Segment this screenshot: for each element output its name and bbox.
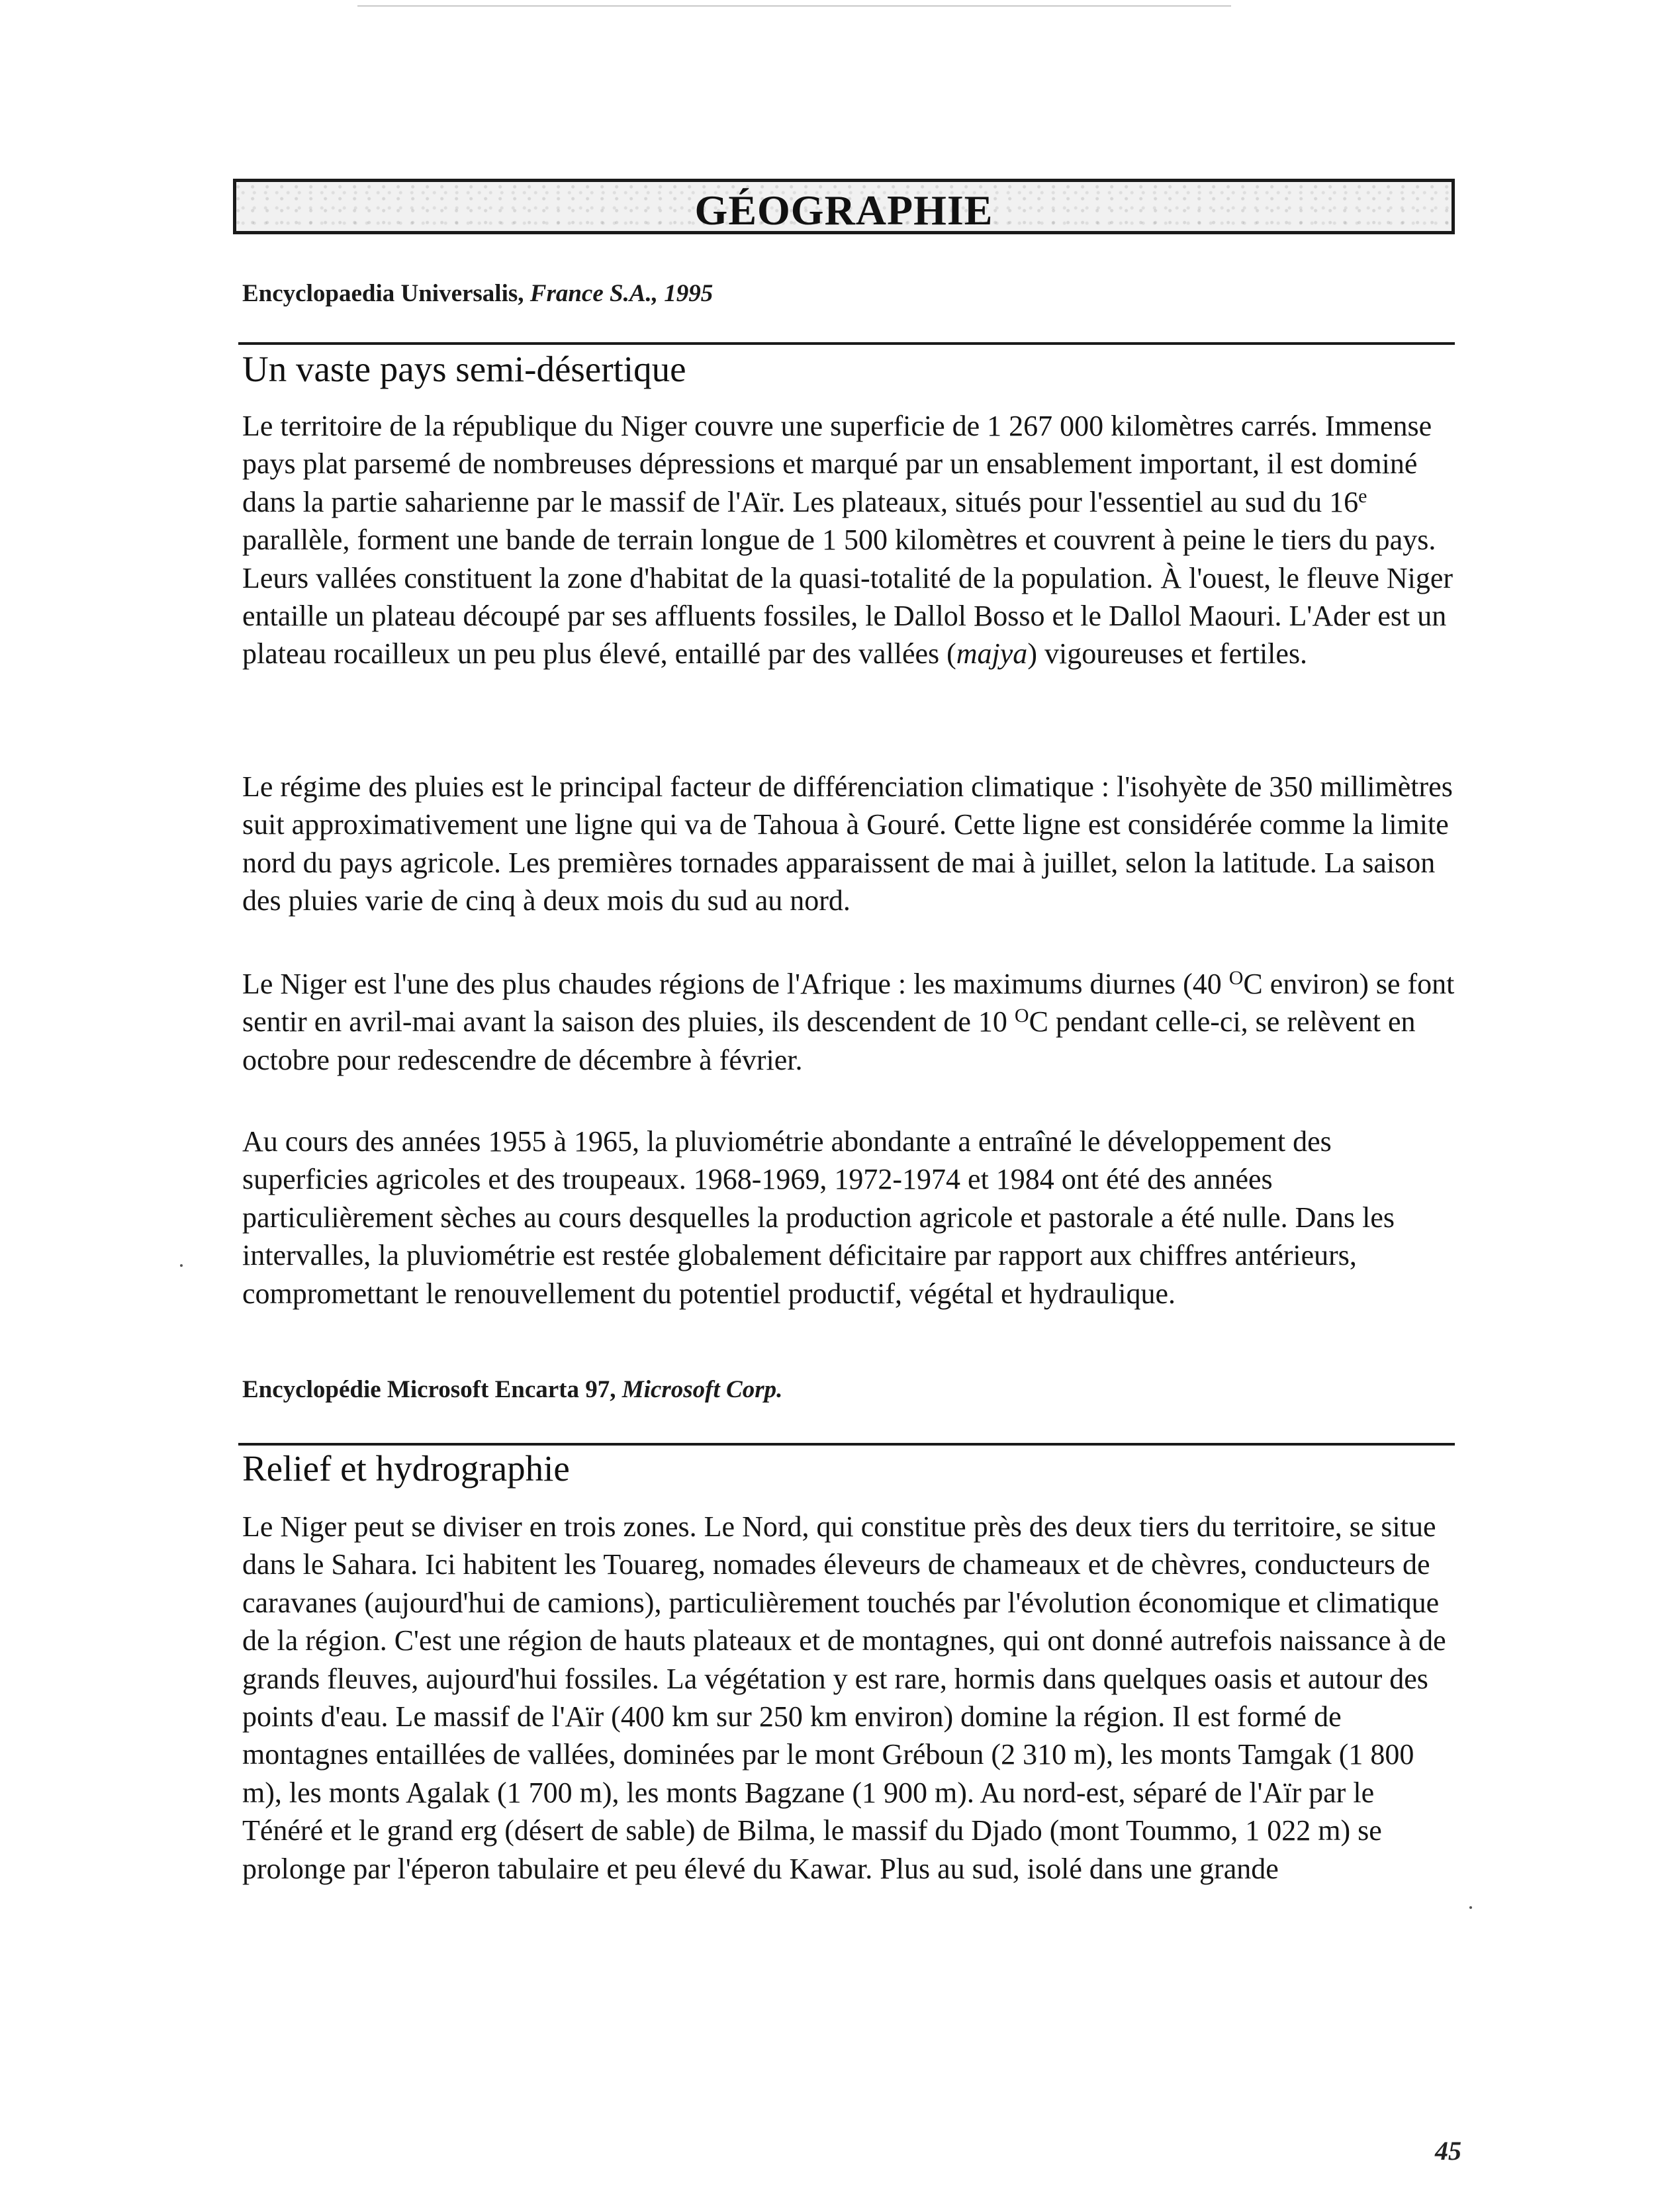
paragraph-text: Le territoire de la république du Niger couvre une superficie de 1 267 000 kilomètres carrés. Immense pays plat parsemé de nombreuses dépressions et marqué par un ensablement important, il est dominé dans la partie saharienne par le massif de l'Aïr. Les plateaux, situés pour l'essentiel au sud du 16	[242, 410, 1432, 518]
paragraph-text: parallèle, forment une bande de terrain longue de 1 500 kilomètres et couvrent à peine le tiers du pays. Leurs vallées constituent la zone d'habitat de la quasi-totalité de la population. À l'ouest, le fleuve Niger entaille un plateau découpé par ses affluents fossiles, le Dallol Bosso et le Dallol Maouri. L'Ader est un plateau rocailleux un peu plus élevé, entaillé par des vallées (	[242, 524, 1453, 670]
paragraph-text: Le Niger est l'une des plus chaudes régions de l'Afrique : les maximums diurnes (40	[242, 968, 1229, 1000]
page-number: 45	[1435, 2136, 1461, 2166]
source-name: Encyclopédie Microsoft Encarta 97,	[242, 1376, 622, 1403]
source-publisher: France S.A., 1995	[530, 280, 714, 307]
paragraph-territory	[242, 407, 1460, 673]
italic-term: majya	[956, 637, 1028, 670]
paragraph-pluviometry: Au cours des années 1955 à 1965, la pluviométrie abondante a entraîné le développement des superficies agricoles et des troupeaux. 1968-1969, 1972-1974 et 1984 ont été des années particulièrement sèches au cours desquelles la production agricole et pastorale a été nulle. Dans les intervalles, la pluviométrie est restée globalement déficitaire par rapport aux chiffres antérieurs, compromettant le renouvellement du potentiel productif, végétal et hydraulique.	[242, 1125, 1395, 1310]
paragraph-text: environ) se font sentir en avril-mai avant la saison des pluies, ils descendent de 10	[242, 968, 1455, 1038]
section-divider	[238, 1443, 1455, 1446]
paragraph-text: pendant celle-ci, se relèvent en octobre pour redescendre de décembre à février.	[242, 1005, 1416, 1076]
unit-text: C	[1243, 968, 1263, 1000]
unit-text: C	[1029, 1005, 1048, 1038]
section-divider	[238, 342, 1455, 345]
source-name: Encyclopaedia Universalis,	[242, 280, 530, 307]
section-heading-relief: Relief et hydrographie	[242, 1448, 570, 1489]
chapter-title-banner	[233, 179, 1455, 234]
scan-speck	[1469, 1906, 1472, 1909]
superscript: e	[1358, 484, 1367, 507]
scan-speck	[180, 1264, 183, 1267]
source-publisher: Microsoft Corp.	[622, 1376, 783, 1403]
scan-edge-rule	[357, 5, 1231, 7]
paragraph-relief-zones: Le Niger peut se diviser en trois zones. Le Nord, qui constitue près des deux tiers du territoire, se situe dans le Sahara. Ici habitent les Touareg, nomades éleveurs de chameaux et de chèvres, conducteurs de caravanes (aujourd'hui de camions), particulièrement touchés par l'évolution économique et climatique de la région. C'est une région de hauts plateaux et de montagnes, qui ont donné autrefois naissance à de grands fleuves, aujourd'hui fossiles. La végétation y est rare, hormis dans quelques oasis et autour des points d'eau. Le massif de l'Aïr (400 km sur 250 km environ) domine la région. Il est formé de montagnes entaillées de vallées, dominées par le mont Gréboun (2 310 m), les monts Tamgak (1 800 m), les monts Agalak (1 700 m), les monts Bagzane (1 900 m). Au nord-est, séparé de l'Aïr par le Ténéré et le grand erg (désert de sable) de Bilma, le massif du Djado (mont Toummo, 1 022 m) se prolonge par l'éperon tabulaire et peu élevé du Kawar. Plus au sud, isolé dans une grande	[242, 1510, 1446, 1885]
paragraph-temperatures	[242, 965, 1460, 1079]
source-citation-encarta	[242, 1375, 782, 1404]
paragraph-text: ) vigoureuses et fertiles.	[1027, 637, 1308, 670]
source-citation-universalis	[242, 279, 713, 308]
degree-superscript: O	[1228, 967, 1244, 989]
paragraph-rainfall-regime: Le régime des pluies est le principal facteur de différenciation climatique : l'isohyète de 350 millimètres suit approximativement une ligne qui va de Tahoua à Gouré. Cette ligne est considérée comme la limite nord du pays agricole. Les premières tornades apparaissent de mai à juillet, selon la latitude. La saison des pluies varie de cinq à deux mois du sud au nord.	[242, 770, 1453, 917]
section-heading-semi-desert: Un vaste pays semi-désertique	[242, 349, 686, 389]
degree-superscript: O	[1014, 1005, 1029, 1027]
page-title: GÉOGRAPHIE	[694, 187, 993, 234]
